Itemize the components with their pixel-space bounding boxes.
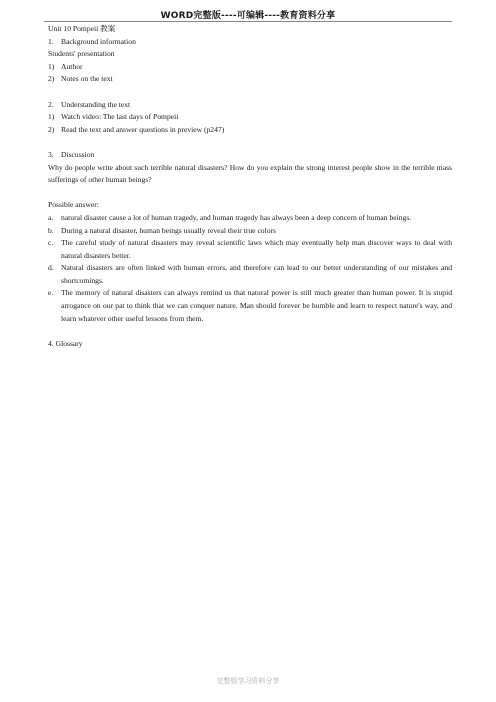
page-header: WORD完整版----可编辑----教育资料分享 (160, 11, 336, 21)
page-footer: 完整版学习资料分享 (216, 677, 280, 685)
section-2-item: 2) Read the text and answer questions in preview (p247) (48, 124, 225, 134)
document-title: Unit 10 Pompeii 教案 (48, 24, 116, 33)
answer-item: d. Natural disasters are often linked with human errors, and therefore can lead to our better understanding of our mistakes and shortcomings. (48, 263, 452, 285)
section-4-heading: 4. Glossary (48, 338, 83, 348)
section-1-item: 1) Author (48, 61, 83, 71)
section-2-item: 1) Watch video: The last days of Pompeii (48, 112, 179, 122)
spacer (48, 136, 452, 149)
header-rule (44, 21, 452, 22)
spacer (48, 86, 452, 99)
section-3-heading: 3. Discussion (48, 149, 95, 159)
answer-item: e. The memory of natural disasters can always remind us that natural power is still much greater than human power. It is stupid arrogance on our pat to think that we can conquer nature. Man should forever be humble and learn to respect nature's way, and learn whatever other useful lessons from them. (48, 288, 452, 323)
section-2-heading: 2. Understanding the text (48, 99, 131, 109)
answer-item: b. During a natural disaster, human beings usually reveal their true colors (48, 225, 276, 235)
section-1-item: 2) Notes on the text (48, 74, 113, 84)
spacer (48, 187, 452, 200)
spacer (48, 325, 452, 338)
section-1-heading: 1. Background information (48, 36, 136, 46)
answers-label: Possible answer: (48, 200, 99, 210)
section-1-subheading: Students' presentation (48, 49, 115, 59)
document-body (48, 23, 452, 350)
discussion-question: Why do people write about such terrible natural disasters? How do you explain the strong interest people show in the terrible mass sufferings of other human beings? (48, 162, 452, 185)
answer-item: a. natural disaster cause a lot of human tragedy, and human tragedy has always been a deep concern of human beings. (48, 212, 412, 222)
answer-item: c. The careful study of natural disasters may reveal scientific laws which may eventually help man discover ways to deal with natural disasters better. (48, 238, 452, 260)
